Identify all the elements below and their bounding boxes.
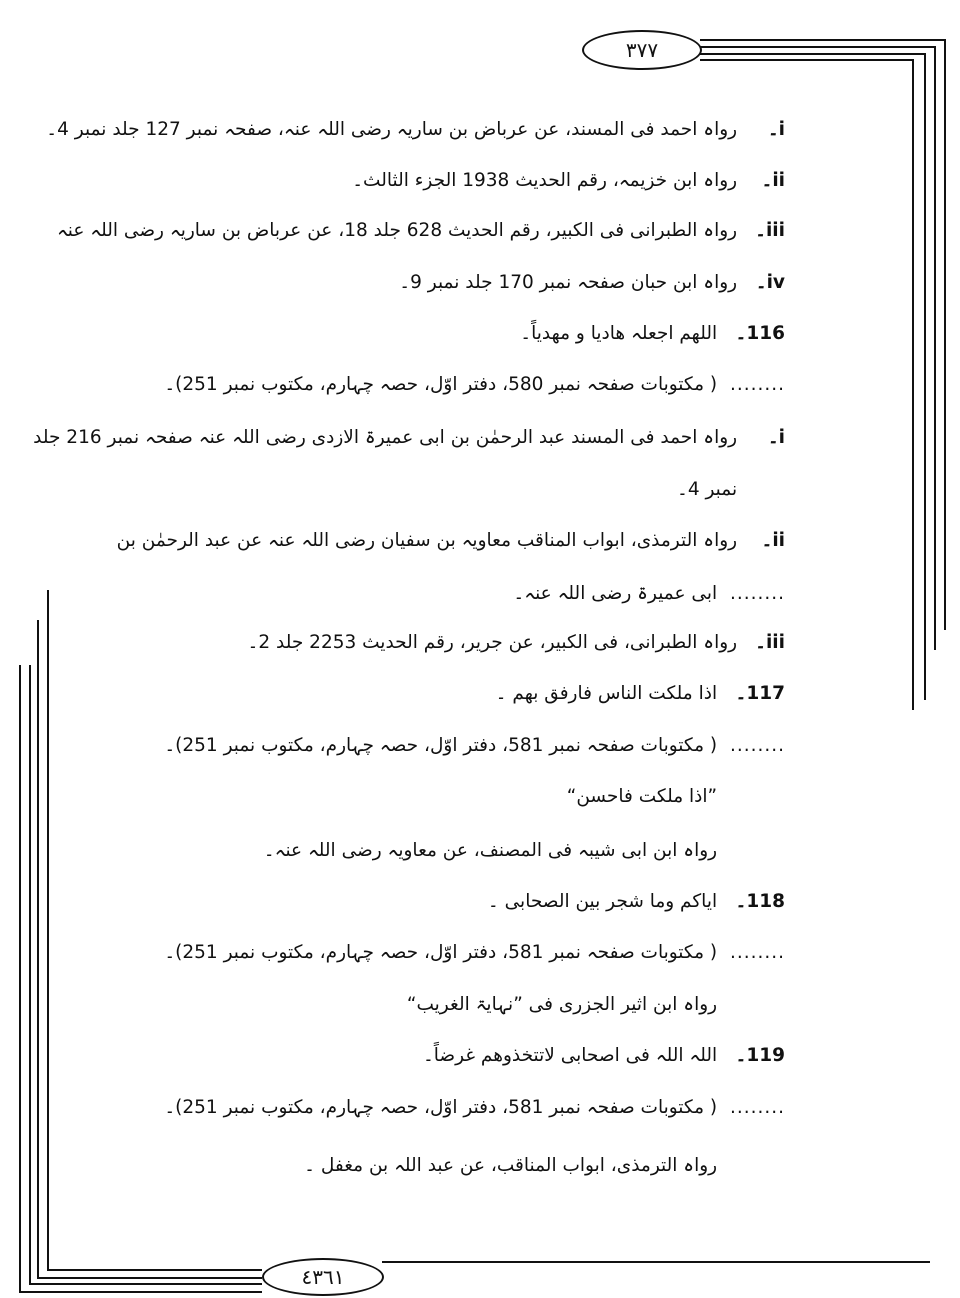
text-line (180, 321, 785, 347)
line-text: ( مکتوبات صفحہ نمبر 581، دفتر اوّل، حصہ چہارم، مکتوب نمبر 251)۔ (164, 942, 718, 963)
item-number: 118۔ (735, 891, 785, 912)
footer-page-number: ٤٣٦١ (262, 1258, 384, 1296)
line-text: ”اذا ملکت فاحسن“ (566, 786, 718, 807)
line-text: اذا ملکت الناس فارفق بھم ۔ (495, 683, 718, 704)
text-line (180, 630, 785, 656)
header-page-number: ٣٧٧ (582, 30, 702, 70)
text-line (164, 733, 785, 759)
line-text: نمبر 4۔ (676, 479, 738, 500)
text-line (33, 425, 785, 451)
line-text: رواہ الترمذی، ابواب المناقب معاویہ بن سفیان رضی اللہ عنہ عن عبد الرحمٰن بن (116, 530, 738, 551)
text-line (164, 372, 785, 398)
text-line (180, 270, 785, 296)
line-text: رواہ ابن حبان صفحہ نمبر 170 جلد نمبر 9۔ (399, 272, 738, 293)
text-line (180, 838, 785, 864)
line-text: رواہ الطبرانی فی الکبیر، رقم الحدیث 628 جلد 18، عن عرباض بن ساریہ رضی اللہ عنہ (56, 220, 738, 241)
text-line (116, 528, 785, 554)
leader-dots: ........ (729, 735, 785, 756)
text-line (180, 681, 785, 707)
line-text: اللہ اللہ فی اصحابی لاتتخذوھم غرضاً۔ (422, 1045, 718, 1066)
text-line (164, 1095, 785, 1121)
text-line (180, 1153, 785, 1179)
line-text: رواہ ابن خزیمہ، رقم الحدیث 1938 الجزء الثالث۔ (352, 170, 738, 191)
line-text: ( مکتوبات صفحہ نمبر 580، دفتر اوّل، حصہ چہارم، مکتوب نمبر 251)۔ (164, 374, 718, 395)
leader-dots: ........ (729, 1097, 785, 1118)
line-text: ( مکتوبات صفحہ نمبر 581، دفتر اوّل، حصہ چہارم، مکتوب نمبر 251)۔ (164, 735, 718, 756)
text-line (180, 581, 785, 607)
line-text: ( مکتوبات صفحہ نمبر 581، دفتر اوّل، حصہ چہارم، مکتوب نمبر 251)۔ (164, 1097, 718, 1118)
line-marker: iv۔ (755, 272, 785, 293)
text-line (164, 940, 785, 966)
line-marker: iii۔ (755, 632, 785, 653)
line-text: رواہ احمد فی المسند عبد الرحمٰن بن ابی عمیرۃ الازدی رضی اللہ عنہ صفحہ نمبر 216 جلد (33, 427, 738, 448)
text-line (56, 218, 785, 244)
item-number: 116۔ (735, 323, 785, 344)
line-text: اللھم اجعلہ ھادیا و مھدیاً۔ (520, 323, 718, 344)
line-text: ابی عمیرۃ رضی اللہ عنہ۔ (513, 583, 718, 604)
text-line (180, 477, 785, 503)
text-line (46, 117, 785, 143)
leader-dots: ........ (729, 942, 785, 963)
text-line (180, 1043, 785, 1069)
line-text: رواہ الترمذی، ابواب المناقب، عن عبد اللہ بن مغفل ۔ (304, 1155, 718, 1176)
line-marker: i۔ (767, 427, 785, 448)
line-text: رواہ الطبرانی، فی الکبیر، عن جریر، رقم الحدیث 2253 جلد 2۔ (247, 632, 738, 653)
item-number: 117۔ (735, 683, 785, 704)
line-marker: i۔ (767, 119, 785, 140)
line-text: رواہ احمد فی المسند، عن عرباض بن ساریہ رضی اللہ عنہ، صفحہ نمبر 127 جلد نمبر 4۔ (46, 119, 738, 140)
text-line (180, 784, 785, 810)
item-number: 119۔ (735, 1045, 785, 1066)
text-line (180, 168, 785, 194)
line-text: ایاکم وما شجر بین الصحابی ۔ (487, 891, 718, 912)
leader-dots: ........ (729, 374, 785, 395)
line-marker: ii۔ (761, 530, 785, 551)
text-line (180, 992, 785, 1018)
line-text: رواہ ابن ابی شیبہ فی المصنف، عن معاویہ رضی اللہ عنہ۔ (263, 840, 718, 861)
line-marker: iii۔ (755, 220, 785, 241)
line-marker: ii۔ (761, 170, 785, 191)
line-text: رواہ ابن اثیر الجزری فی ”نہایۃ الغریب“ (406, 994, 718, 1015)
leader-dots: ........ (729, 583, 785, 604)
text-line (180, 889, 785, 915)
